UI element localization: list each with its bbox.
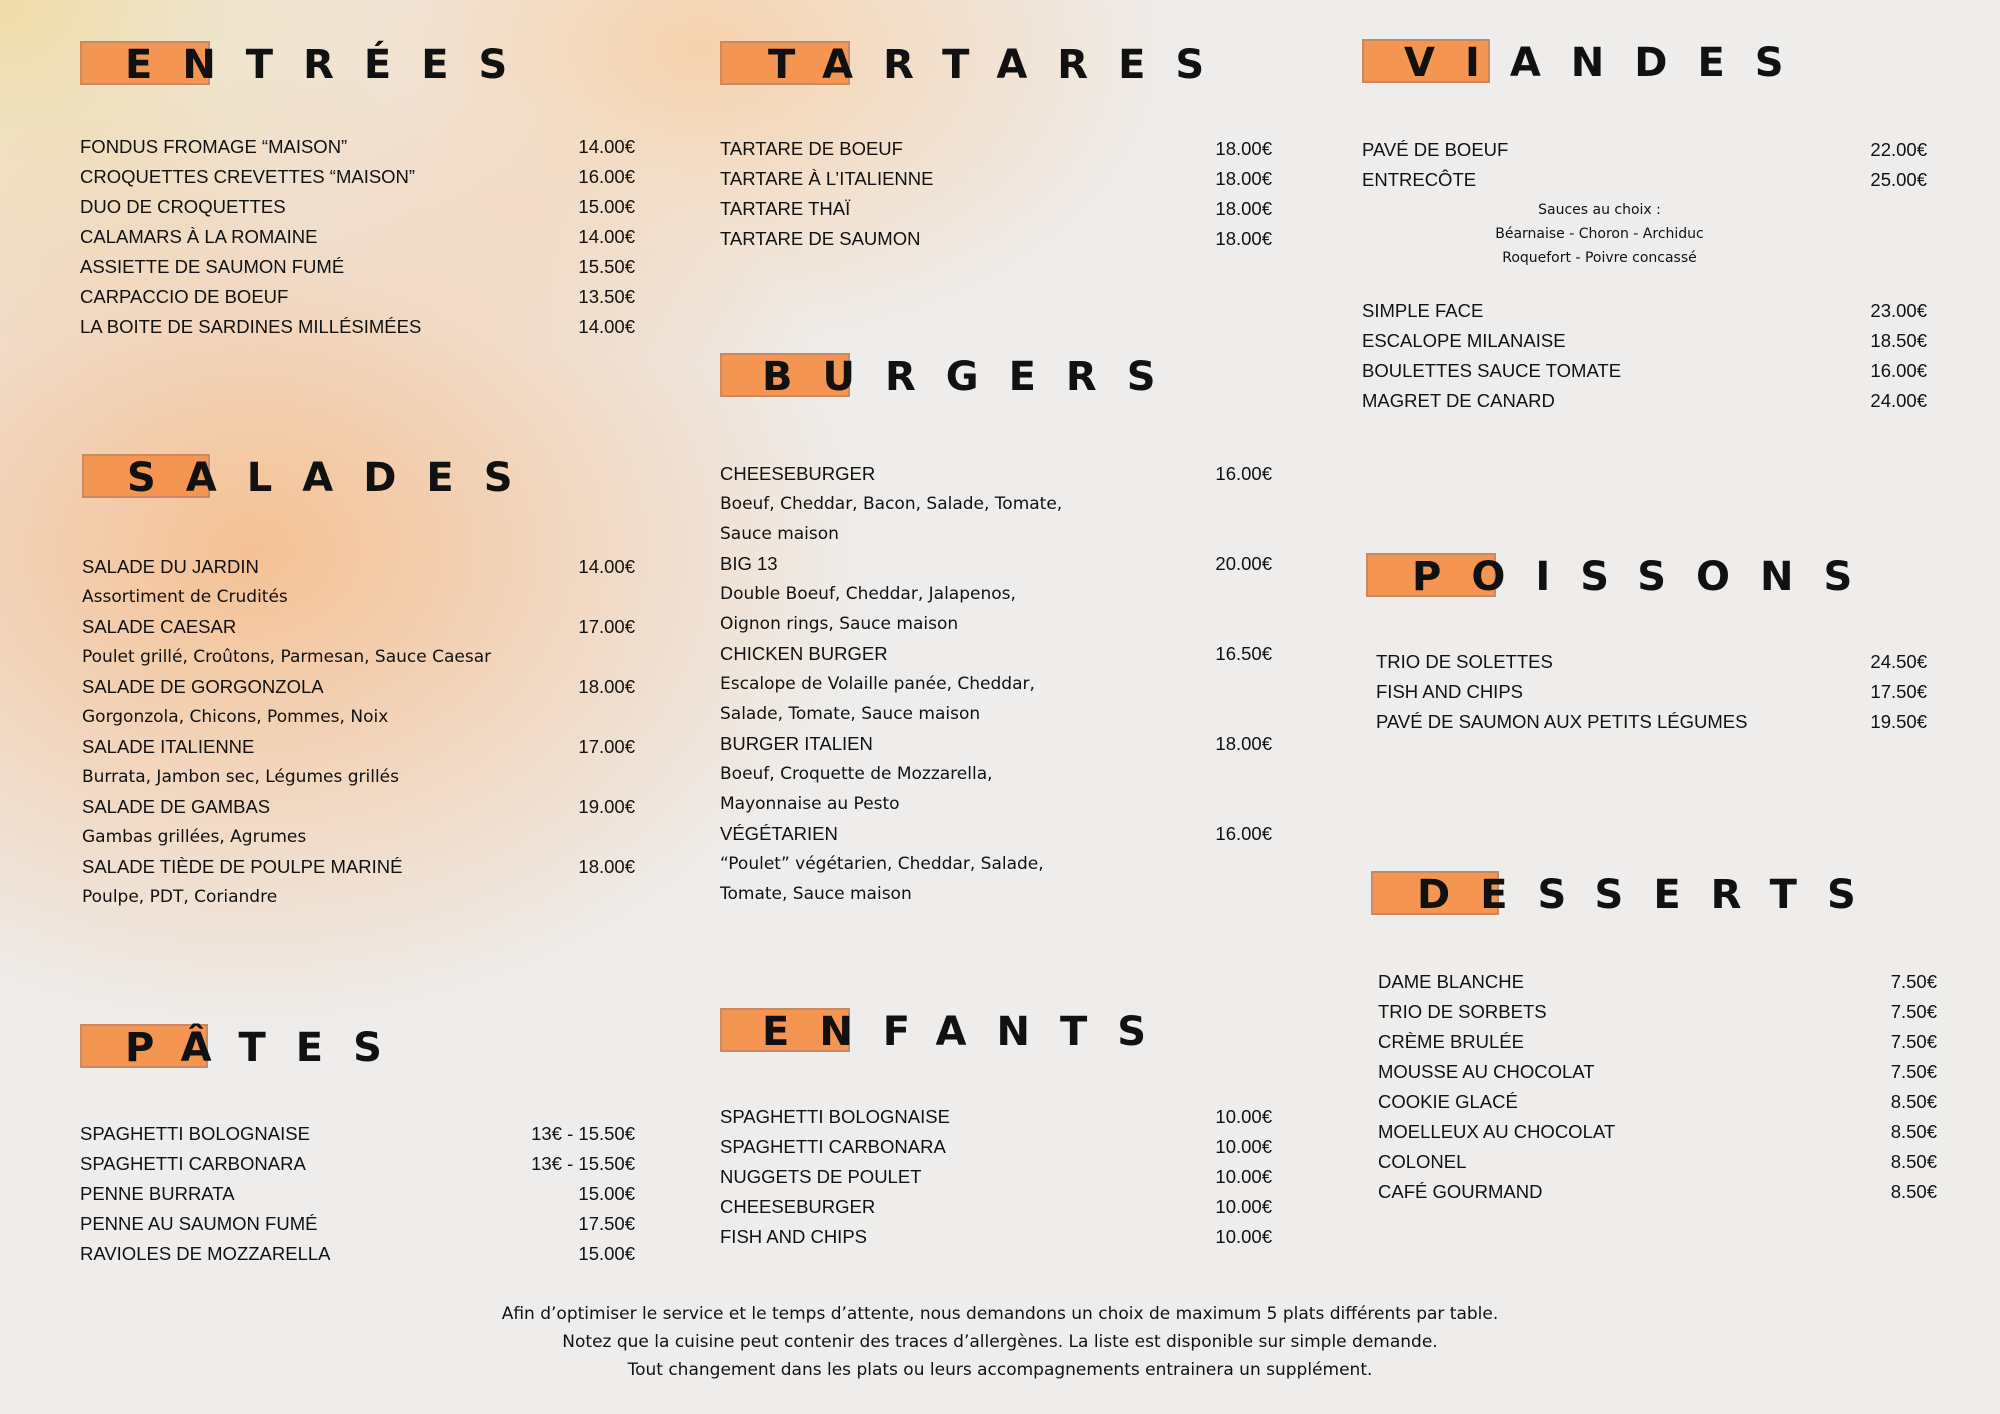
item-description: “Poulet” végétarien, Cheddar, Salade, xyxy=(720,854,1044,874)
menu-item xyxy=(82,852,635,882)
menu-item xyxy=(720,1162,1272,1192)
item-name: PENNE BURRATA xyxy=(80,1183,235,1204)
menu-list xyxy=(720,1102,1272,1252)
section-title-text: ENTRÉES xyxy=(125,42,538,88)
section-title xyxy=(720,1002,1272,1062)
item-name: TARTARE THAÏ xyxy=(720,198,851,219)
item-name: NUGGETS DE POULET xyxy=(720,1166,922,1187)
item-name: SALADE TIÈDE DE POULPE MARINÉ xyxy=(82,856,403,877)
item-name: LA BOITE DE SARDINES MILLÉSIMÉES xyxy=(80,316,422,337)
item-name: CROQUETTES CREVETTES “MAISON” xyxy=(80,166,416,187)
item-price: 15.00€ xyxy=(578,196,635,217)
menu-list xyxy=(1378,967,1937,1207)
menu-item xyxy=(720,819,1272,849)
item-name: FISH AND CHIPS xyxy=(720,1226,867,1247)
menu-item xyxy=(1378,1177,1937,1207)
menu-item xyxy=(80,162,635,192)
item-name: MOELLEUX AU CHOCOLAT xyxy=(1378,1121,1616,1142)
menu-item xyxy=(80,1119,635,1149)
item-price: 18.00€ xyxy=(1215,168,1272,189)
item-name: SPAGHETTI CARBONARA xyxy=(720,1136,946,1157)
menu-item xyxy=(1378,997,1937,1027)
item-price: 10.00€ xyxy=(1215,1196,1272,1217)
item-price: 19.00€ xyxy=(578,796,635,817)
menu-item xyxy=(1376,677,1927,707)
item-price: 7.50€ xyxy=(1890,1061,1937,1082)
item-name: ESCALOPE MILANAISE xyxy=(1362,330,1566,351)
menu-item xyxy=(1362,326,1927,356)
section-title-text: POISSONS xyxy=(1412,554,1883,600)
item-price: 20.00€ xyxy=(1215,553,1272,574)
item-name: MOUSSE AU CHOCOLAT xyxy=(1378,1061,1595,1082)
menu-list xyxy=(1376,647,1927,737)
item-price: 16.00€ xyxy=(1215,463,1272,484)
item-price: 7.50€ xyxy=(1890,971,1937,992)
item-name: TARTARE DE SAUMON xyxy=(720,228,921,249)
item-price: 13€ - 15.50€ xyxy=(531,1123,635,1144)
item-price: 10.00€ xyxy=(1215,1136,1272,1157)
menu-item xyxy=(80,1149,635,1179)
item-price: 15.00€ xyxy=(578,1183,635,1204)
item-price: 13.50€ xyxy=(578,286,635,307)
menu-item xyxy=(720,1102,1272,1132)
footer-line: Notez que la cuisine peut contenir des traces d’allergènes. La liste est disponible sur simple demande. xyxy=(562,1332,1438,1352)
menu-item xyxy=(1376,707,1927,737)
menu-item xyxy=(82,732,635,762)
menu-item xyxy=(80,222,635,252)
item-price: 10.00€ xyxy=(1215,1166,1272,1187)
item-price: 15.00€ xyxy=(578,1243,635,1264)
item-description: Boeuf, Croquette de Mozzarella, xyxy=(720,764,993,784)
item-name: CRÈME BRULÉE xyxy=(1378,1031,1524,1052)
item-name: FONDUS FROMAGE “MAISON” xyxy=(80,136,348,157)
section-title xyxy=(1366,547,1927,607)
section-title-text: VIANDES xyxy=(1404,40,1814,86)
item-description: Double Boeuf, Cheddar, Jalapenos, xyxy=(720,584,1016,604)
section-title-text: DESSERTS xyxy=(1417,872,1886,918)
menu-item xyxy=(720,1222,1272,1252)
item-price: 8.50€ xyxy=(1890,1181,1937,1202)
item-price: 16.00€ xyxy=(1870,360,1927,381)
menu-item xyxy=(720,134,1272,164)
item-description: Poulpe, PDT, Coriandre xyxy=(82,887,278,907)
section-title xyxy=(82,448,635,508)
item-price: 24.50€ xyxy=(1870,651,1927,672)
menu-item xyxy=(1362,296,1927,326)
menu-item xyxy=(80,252,635,282)
menu-item xyxy=(720,1192,1272,1222)
section-salades xyxy=(82,448,635,907)
item-price: 22.00€ xyxy=(1870,139,1927,160)
item-name: DAME BLANCHE xyxy=(1378,971,1524,992)
item-price: 17.00€ xyxy=(578,736,635,757)
item-name: COLONEL xyxy=(1378,1151,1467,1172)
item-name: CHEESEBURGER xyxy=(720,463,876,484)
menu-item xyxy=(80,192,635,222)
menu-item xyxy=(720,1132,1272,1162)
item-name: BIG 13 xyxy=(720,553,778,574)
section-poissons xyxy=(1366,547,1927,732)
section-title xyxy=(80,1018,635,1078)
item-price: 19.50€ xyxy=(1870,711,1927,732)
item-name: TARTARE À L’ITALIENNE xyxy=(720,168,934,189)
item-name: TRIO DE SORBETS xyxy=(1378,1001,1547,1022)
item-price: 8.50€ xyxy=(1890,1091,1937,1112)
section-title xyxy=(1371,865,1937,925)
item-price: 7.50€ xyxy=(1890,1031,1937,1052)
item-name: COOKIE GLACÉ xyxy=(1378,1091,1518,1112)
item-description: Poulet grillé, Croûtons, Parmesan, Sauce Caesar xyxy=(82,647,492,667)
sauces-list: Béarnaise - Choron - Archiduc xyxy=(1495,226,1704,242)
item-name: CAFÉ GOURMAND xyxy=(1378,1181,1543,1202)
menu-item xyxy=(720,549,1272,579)
item-name: MAGRET DE CANARD xyxy=(1362,390,1555,411)
item-description: Escalope de Volaille panée, Cheddar, xyxy=(720,674,1035,694)
item-price: 17.00€ xyxy=(578,616,635,637)
menu-item xyxy=(80,1209,635,1239)
item-name: CHEESEBURGER xyxy=(720,1196,876,1217)
item-name: CHICKEN BURGER xyxy=(720,643,888,664)
item-name: ENTRECÔTE xyxy=(1362,169,1477,190)
menu-item xyxy=(80,1179,635,1209)
menu-item xyxy=(1376,647,1927,677)
menu-item xyxy=(720,639,1272,669)
menu-list xyxy=(82,552,635,912)
item-name: PAVÉ DE SAUMON AUX PETITS LÉGUMES xyxy=(1376,711,1748,732)
item-price: 10.00€ xyxy=(1215,1226,1272,1247)
item-name: SPAGHETTI BOLOGNAISE xyxy=(80,1123,310,1144)
item-price: 14.00€ xyxy=(578,136,635,157)
menu-item xyxy=(1362,135,1927,165)
footer-line: Tout changement dans les plats ou leurs accompagnements entrainera un supplément. xyxy=(627,1360,1373,1380)
item-description: Oignon rings, Sauce maison xyxy=(720,614,959,634)
menu-list xyxy=(720,459,1272,909)
menu-item xyxy=(1362,356,1927,386)
sauces-heading: Sauces au choix : xyxy=(1538,202,1661,218)
menu-item xyxy=(82,792,635,822)
item-price: 18.00€ xyxy=(1215,733,1272,754)
item-price: 17.50€ xyxy=(578,1213,635,1234)
item-price: 15.50€ xyxy=(578,256,635,277)
item-price: 18.00€ xyxy=(578,856,635,877)
item-price: 14.00€ xyxy=(578,556,635,577)
menu-item xyxy=(720,194,1272,224)
item-price: 8.50€ xyxy=(1890,1151,1937,1172)
item-name: SALADE ITALIENNE xyxy=(82,736,255,757)
section-entrees xyxy=(80,35,635,337)
item-price: 24.00€ xyxy=(1870,390,1927,411)
item-name: SALADE DU JARDIN xyxy=(82,556,259,577)
item-price: 8.50€ xyxy=(1890,1121,1937,1142)
section-enfants xyxy=(720,1002,1272,1247)
item-price: 18.50€ xyxy=(1870,330,1927,351)
item-price: 17.50€ xyxy=(1870,681,1927,702)
section-title-text: SALADES xyxy=(127,455,543,501)
item-price: 14.00€ xyxy=(578,226,635,247)
section-title-text: TARTARES xyxy=(768,42,1235,88)
item-name: PENNE AU SAUMON FUMÉ xyxy=(80,1213,318,1234)
menu-item xyxy=(82,672,635,702)
item-name: SALADE DE GAMBAS xyxy=(82,796,271,817)
section-tartares xyxy=(720,35,1272,249)
item-name: SALADE DE GORGONZOLA xyxy=(82,676,324,697)
menu-item xyxy=(80,1239,635,1269)
menu-item xyxy=(1378,1147,1937,1177)
section-title xyxy=(720,347,1272,407)
section-title xyxy=(80,35,635,95)
item-name: FISH AND CHIPS xyxy=(1376,681,1523,702)
section-pates xyxy=(80,1018,635,1264)
section-desserts xyxy=(1371,865,1937,1202)
menu-item xyxy=(720,729,1272,759)
menu-item xyxy=(82,612,635,642)
item-name: VÉGÉTARIEN xyxy=(720,823,838,844)
item-price: 13€ - 15.50€ xyxy=(531,1153,635,1174)
item-description: Sauce maison xyxy=(720,524,839,544)
item-name: SIMPLE FACE xyxy=(1362,300,1484,321)
item-name: TRIO DE SOLETTES xyxy=(1376,651,1553,672)
item-description: Tomate, Sauce maison xyxy=(720,884,912,904)
menu-item xyxy=(720,224,1272,254)
item-price: 16.50€ xyxy=(1215,643,1272,664)
item-name: BURGER ITALIEN xyxy=(720,733,873,754)
item-price: 7.50€ xyxy=(1890,1001,1937,1022)
menu-item xyxy=(1378,1027,1937,1057)
menu-list xyxy=(720,134,1272,254)
section-title-text: BURGERS xyxy=(762,354,1186,400)
item-name: CALAMARS À LA ROMAINE xyxy=(80,226,318,247)
menu-item xyxy=(80,282,635,312)
item-price: 14.00€ xyxy=(578,316,635,337)
menu-list xyxy=(1362,135,1927,195)
section-title xyxy=(720,35,1272,95)
menu-item xyxy=(1378,1057,1937,1087)
section-burgers xyxy=(720,347,1272,904)
item-name: SPAGHETTI CARBONARA xyxy=(80,1153,306,1174)
footer-line: Afin d’optimiser le service et le temps d’attente, nous demandons un choix de maximum 5 plats différents par table. xyxy=(501,1304,1499,1324)
item-description: Gambas grillées, Agrumes xyxy=(82,827,307,847)
menu-item xyxy=(720,164,1272,194)
section-viandes xyxy=(1362,33,1927,411)
item-price: 18.00€ xyxy=(1215,228,1272,249)
section-title-text: PÂTES xyxy=(125,1025,412,1071)
item-price: 23.00€ xyxy=(1870,300,1927,321)
menu-item xyxy=(80,132,635,162)
sauces-note xyxy=(1362,198,1837,270)
item-name: SPAGHETTI BOLOGNAISE xyxy=(720,1106,950,1127)
item-name: RAVIOLES DE MOZZARELLA xyxy=(80,1243,331,1264)
item-price: 18.00€ xyxy=(578,676,635,697)
item-price: 25.00€ xyxy=(1870,169,1927,190)
item-description: Boeuf, Cheddar, Bacon, Salade, Tomate, xyxy=(720,494,1063,514)
menu-list xyxy=(1362,296,1927,416)
item-description: Assortiment de Crudités xyxy=(82,587,288,607)
item-description: Burrata, Jambon sec, Légumes grillés xyxy=(82,767,399,787)
menu-item xyxy=(1362,386,1927,416)
item-name: BOULETTES SAUCE TOMATE xyxy=(1362,360,1622,381)
sauces-list: Roquefort - Poivre concassé xyxy=(1502,250,1697,266)
item-price: 16.00€ xyxy=(578,166,635,187)
section-title-text: ENFANTS xyxy=(762,1009,1177,1055)
item-name: SALADE CAESAR xyxy=(82,616,237,637)
item-price: 10.00€ xyxy=(1215,1106,1272,1127)
menu-list xyxy=(80,1119,635,1269)
item-name: TARTARE DE BOEUF xyxy=(720,138,903,159)
item-name: PAVÉ DE BOEUF xyxy=(1362,139,1509,160)
menu-item xyxy=(1378,1117,1937,1147)
menu-item xyxy=(720,459,1272,489)
item-price: 18.00€ xyxy=(1215,198,1272,219)
item-price: 18.00€ xyxy=(1215,138,1272,159)
item-description: Gorgonzola, Chicons, Pommes, Noix xyxy=(82,707,389,727)
item-description: Mayonnaise au Pesto xyxy=(720,794,900,814)
item-price: 16.00€ xyxy=(1215,823,1272,844)
section-title xyxy=(1362,33,1927,93)
menu-item xyxy=(80,312,635,342)
footer-notice xyxy=(0,1300,2000,1384)
item-name: ASSIETTE DE SAUMON FUMÉ xyxy=(80,256,345,277)
item-description: Salade, Tomate, Sauce maison xyxy=(720,704,981,724)
menu-item xyxy=(1378,967,1937,997)
menu-list xyxy=(80,132,635,342)
menu-item xyxy=(1362,165,1927,195)
menu-item xyxy=(82,552,635,582)
item-name: DUO DE CROQUETTES xyxy=(80,196,286,217)
menu-item xyxy=(1378,1087,1937,1117)
item-name: CARPACCIO DE BOEUF xyxy=(80,286,289,307)
